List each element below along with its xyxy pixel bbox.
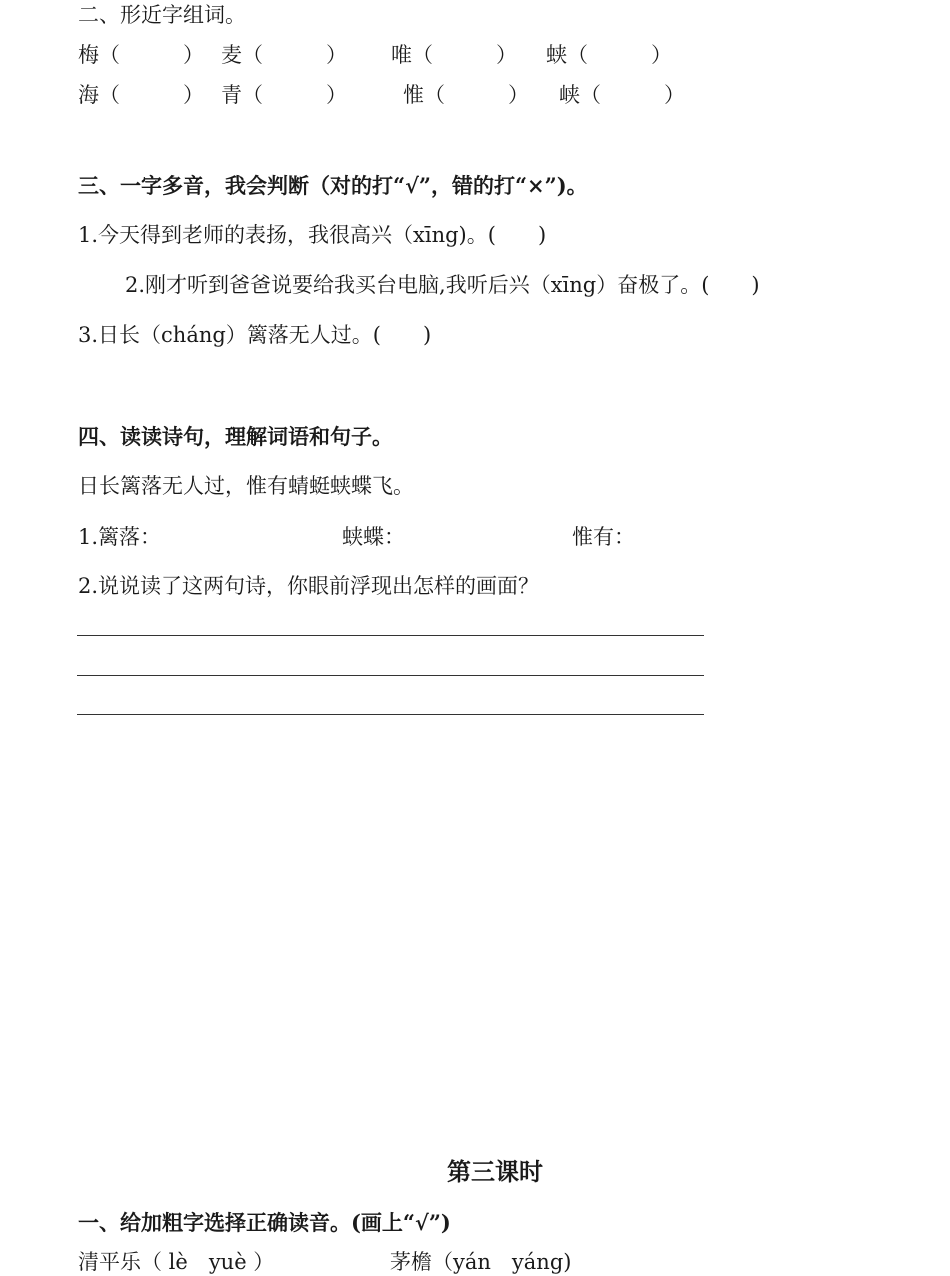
section4-heading: 四、读读诗句，理解词语和句子。 (78, 424, 393, 449)
word-group-item: 海（ ） (78, 83, 204, 107)
section3-heading: 三、一字多音，我会判断（对的打“√”，错的打“×”)。 (78, 173, 588, 198)
word-group-item: 麦（ ） (221, 43, 347, 67)
word-group-item: 青（ ） (221, 83, 347, 107)
answer-line (77, 714, 704, 715)
pronunciation-item: 清平乐（ lè yuè ） (78, 1250, 275, 1274)
lesson3-heading: 一、给加粗字选择正确读音。(画上“√”) (78, 1210, 451, 1235)
term-jiadie: 蛱蝶： (342, 525, 405, 549)
poem-line: 日长篱落无人过，惟有蜻蜓蛱蝶飞。 (78, 474, 414, 498)
question-picture: 2.说说读了这两句诗，你眼前浮现出怎样的画面？ (78, 574, 540, 598)
pronunciation-item: 茅檐（yán yáng) (390, 1250, 572, 1274)
answer-line (77, 675, 704, 676)
word-group-item: 唯（ ） (391, 43, 517, 67)
term-weiyou: 惟有： (572, 525, 635, 549)
word-group-item: 峡（ ） (559, 83, 685, 107)
question-2: 2.刚才听到爸爸说要给我买台电脑,我听后兴（xīng）奋极了。( ) (125, 273, 760, 297)
word-group-item: 蛱（ ） (546, 43, 672, 67)
question-3: 3.日长（cháng）篱落无人过。( ) (78, 323, 432, 347)
lesson-title: 第三课时 (447, 1157, 543, 1186)
word-group-item: 梅（ ） (78, 43, 204, 67)
term-lijuo: 1.篱落： (78, 525, 162, 549)
answer-line (77, 635, 704, 636)
question-1: 1.今天得到老师的表扬，我很高兴（xīng)。( ) (78, 223, 547, 247)
section2-heading: 二、形近字组词。 (78, 3, 246, 27)
word-group-item: 惟（ ） (403, 83, 529, 107)
